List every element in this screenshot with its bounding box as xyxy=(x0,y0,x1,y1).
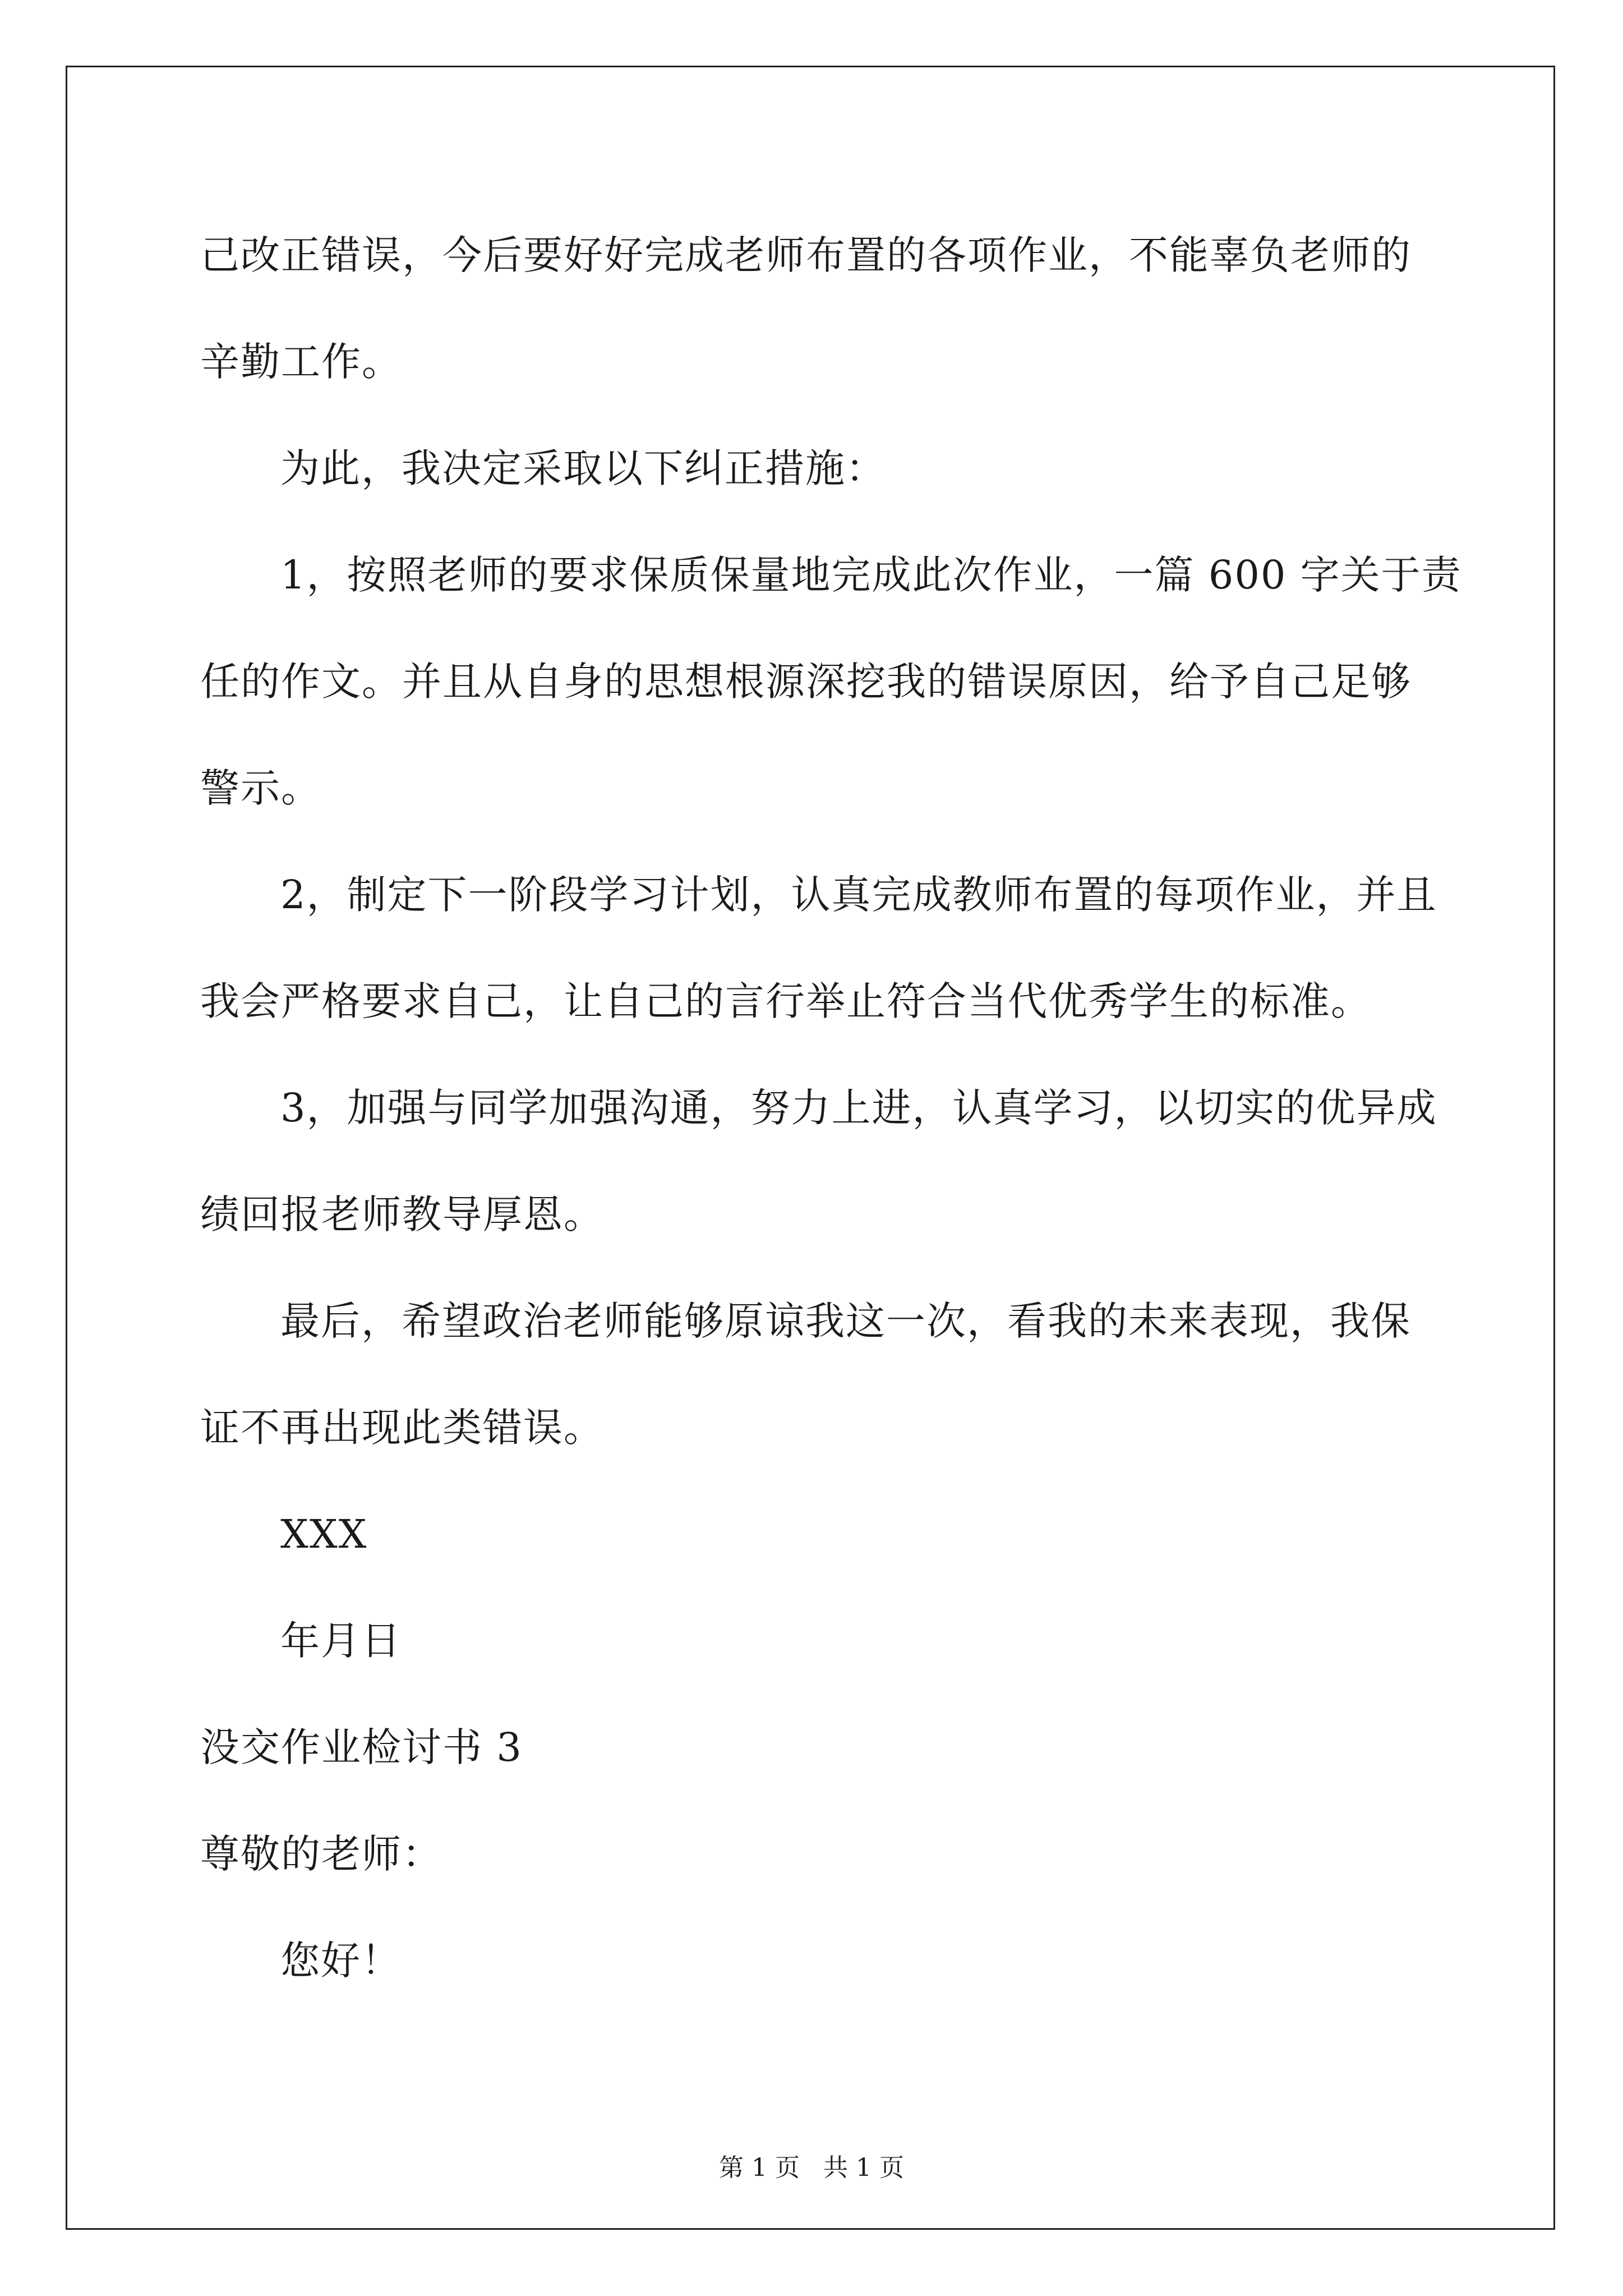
text-line: 警示。 xyxy=(200,765,321,811)
page-number-footer: 第 1 页 共 1 页 xyxy=(719,2154,904,2182)
salutation: 尊敬的老师： xyxy=(200,1831,442,1877)
text-line: 证不再出现此类错误。 xyxy=(200,1405,604,1451)
text-line: 为此，我决定采取以下纠正措施： xyxy=(280,445,886,491)
text-line: 任的作文。并且从自身的思想根源深挖我的错误原因，给予自己足够 xyxy=(200,659,1412,705)
date-line: 年月日 xyxy=(280,1618,402,1664)
section-title: 没交作业检讨书 3 xyxy=(200,1724,523,1770)
text-line: 1，按照老师的要求保质保量地完成此次作业，一篇 600 字关于责 xyxy=(280,552,1462,598)
text-line: 己改正错误，今后要好好完成老师布置的各项作业，不能辜负老师的 xyxy=(200,232,1412,278)
text-line: 我会严格要求自己，让自己的言行举止符合当代优秀学生的标准。 xyxy=(200,978,1371,1024)
greeting: 您好！ xyxy=(280,1938,402,1984)
text-line: 最后，希望政治老师能够原谅我这一次，看我的未来表现，我保 xyxy=(280,1298,1411,1344)
text-line: 2，制定下一阶段学习计划，认真完成教师布置的每项作业，并且 xyxy=(280,872,1437,918)
signature-line: XXX xyxy=(280,1511,368,1557)
text-line: 绩回报老师教导厚恩。 xyxy=(200,1191,604,1237)
text-line: 辛勤工作。 xyxy=(200,339,402,385)
text-line: 3，加强与同学加强沟通，努力上进，认真学习，以切实的优异成 xyxy=(280,1085,1437,1131)
document-body xyxy=(200,202,1462,2014)
